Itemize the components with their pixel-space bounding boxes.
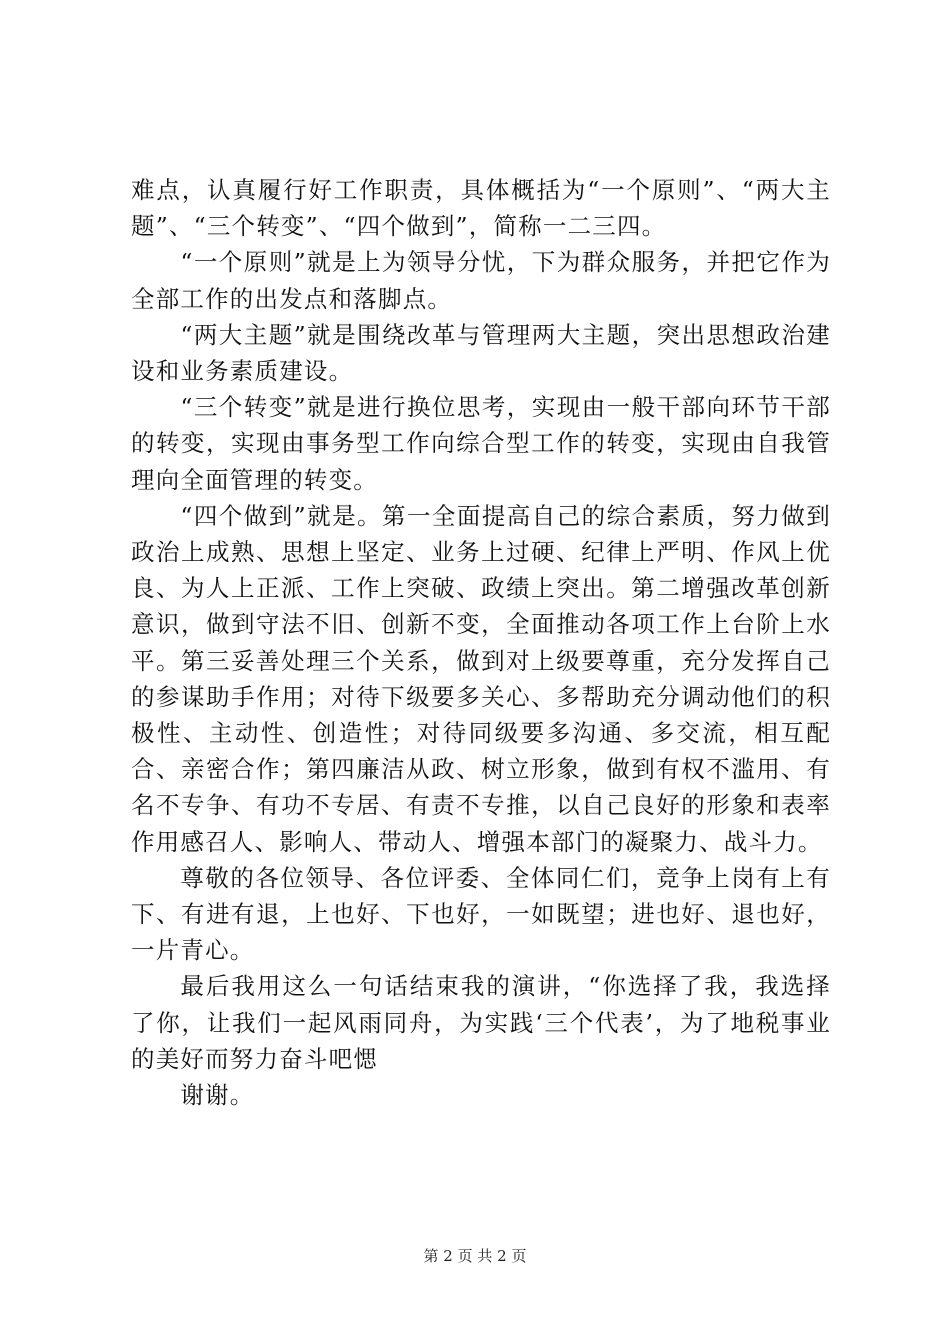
- page-number-footer: 第 2 页 共 2 页: [423, 1247, 527, 1265]
- paragraph-one-principle: “一个原则”就是上为领导分忧，下为群众服务，并把它作为全部工作的出发点和落脚点。: [131, 248, 831, 313]
- paragraph-thanks: 谢谢。: [180, 1081, 255, 1110]
- paragraph-three-changes: “三个转变”就是进行换位思考，实现由一般干部向环节干部的转变，实现由事务型工作向综合型工作的转变，实现由自我管理向全面管理的转变。: [131, 393, 831, 494]
- document-body: [131, 172, 831, 1113]
- paragraph-address-audience: 尊敬的各位领导、各位评委、全体同仁们，竞争上岗有上有下、有进有退，上也好、下也好，一如既望；进也好、退也好，一片青心。: [131, 863, 831, 965]
- paragraph-closing-quote: 最后我用这么一句话结束我的演讲，“你选择了我，我选择了你，让我们一起风雨同舟，为实践‘三个代表’，为了地税事业的美好而努力奋斗吧愢: [131, 972, 831, 1073]
- paragraph-two-themes: “两大主题”就是围绕改革与管理两大主题，突出思想政治建设和业务素质建设。: [131, 320, 831, 386]
- paragraph-four-achievements: “四个做到”就是。第一全面提高自己的综合素质，努力做到政治上成熟、思想上坚定、业务上过硬、纪律上严明、作风上优良、为人上正派、工作上突破、政绩上突出。第二增强改革创新意识，做到守法不旧、创新不变，全面推动各项工作上台阶上水平。第三妥善处理三个关系，做到对上级要尊重，充分发挥自己的参谋助手作用；对待下级要多关心、多帮助充分调动他们的积极性、主动性、创造性；对待同级要多沟通、多交流，相互配合、亲密合作；第四廉洁从政、树立形象，做到有权不滥用、有名不专争、有功不专居、有责不专推，以自己良好的形象和表率作用感召人、影响人、带动人、增强本部门的凝聚力、战斗力。: [131, 501, 831, 856]
- paragraph-continuation: 难点，认真履行好工作职责，具体概括为“一个原则”、“两大主题”、“三个转变”、“四个做到”，简称一二三四。: [131, 176, 831, 241]
